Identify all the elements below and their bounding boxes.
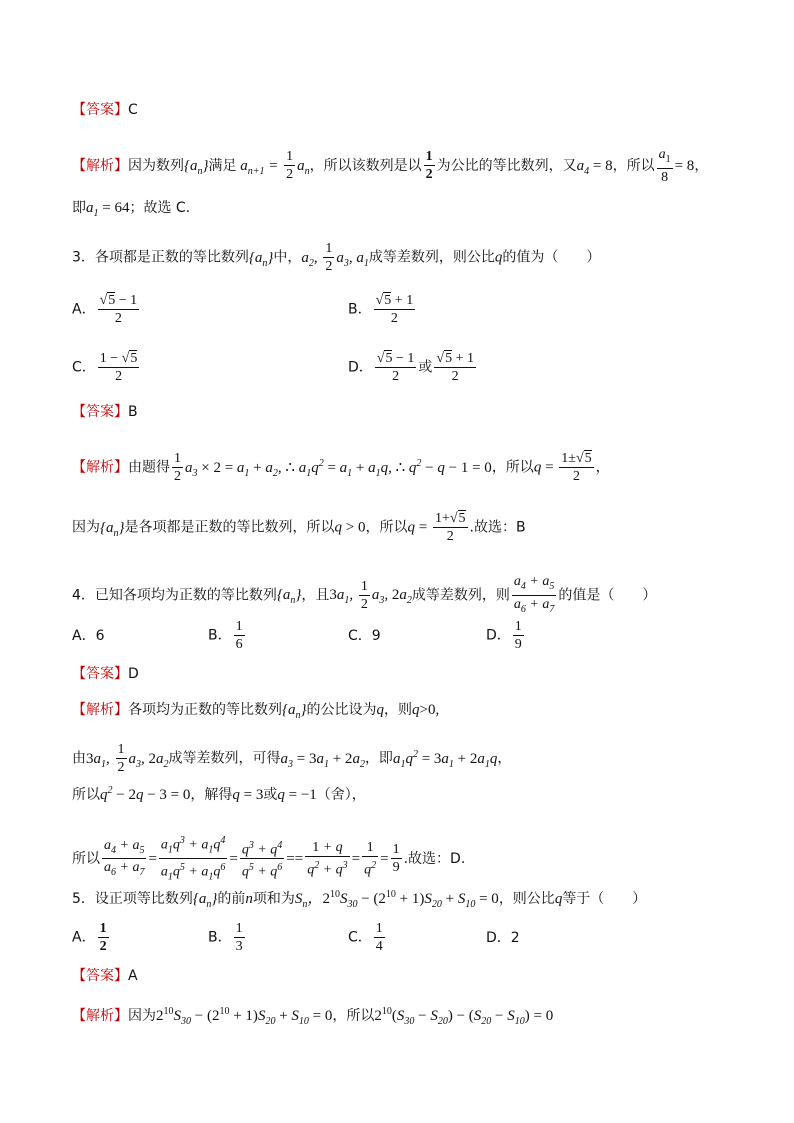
option-a[interactable] bbox=[72, 292, 141, 327]
option-c[interactable] bbox=[348, 920, 387, 955]
option-label: B． bbox=[208, 929, 232, 946]
question-text: 的值是（ ） bbox=[558, 587, 657, 604]
option-label: D． bbox=[486, 627, 511, 644]
analysis-text: ，所以 bbox=[491, 459, 534, 476]
formula: == bbox=[286, 850, 304, 867]
answer-label: 【答案】 bbox=[72, 968, 128, 984]
fraction: $\frac{1}{3}$ bbox=[235, 921, 243, 954]
fraction: $\frac{1+√5}{2}$ bbox=[434, 511, 466, 544]
option-value: 6 bbox=[95, 628, 105, 644]
analysis-text: .故选：B bbox=[469, 519, 526, 536]
fraction: $\frac{√5 + 1}{2}$ bbox=[436, 351, 474, 384]
analysis-text: ，所以 bbox=[612, 157, 655, 174]
formula: $a_2$, bbox=[301, 249, 322, 269]
question-4-stem bbox=[72, 573, 656, 618]
question-text: 成等差数列，则 bbox=[411, 587, 510, 604]
option-b[interactable] bbox=[208, 618, 247, 653]
formula: $2^{10}(S_{30} - S_{20}) - (S_{20} - S_{10}) = 0$ bbox=[374, 1006, 554, 1027]
formula: $S_n$，$2^{10}S_{30} - (2^{10} + 1)S_{20} + S_{10} = 0$ bbox=[294, 889, 499, 910]
option-label: B． bbox=[208, 627, 232, 644]
fraction: $\frac{√5 - 1}{2}$ bbox=[376, 351, 415, 384]
formula: $a_3$, $2a_2$ bbox=[371, 587, 412, 607]
question-text: 的值为（ ） bbox=[502, 249, 601, 266]
formula: $2^{10}S_{30} - (2^{10} + 1)S_{20} + S_{10} = 0$ bbox=[156, 1006, 333, 1027]
question-number: 4． bbox=[72, 587, 95, 604]
fraction: $\frac{1}{2}$ bbox=[325, 241, 333, 274]
analysis-line-3b bbox=[72, 510, 526, 545]
analysis-text: ，所以 bbox=[365, 519, 408, 536]
option-d[interactable] bbox=[348, 350, 478, 385]
analysis-line-4d bbox=[72, 832, 465, 886]
formula: q = 3 bbox=[232, 787, 264, 803]
analysis-text: 满足 bbox=[208, 157, 237, 174]
option-label: B． bbox=[348, 301, 372, 318]
analysis-label: 【解析】 bbox=[72, 1008, 128, 1024]
option-label: C． bbox=[348, 929, 372, 946]
formula: $q^2 - 2q - 3 = 0$ bbox=[100, 785, 191, 803]
fraction: $\frac{1}{2}$ bbox=[117, 742, 125, 775]
analysis-text: ，即 bbox=[364, 750, 393, 767]
formula: q>0, bbox=[412, 702, 440, 718]
question-text: 的前 bbox=[217, 891, 246, 907]
analysis-line-5 bbox=[72, 1002, 553, 1032]
formula: $\{a_n\}$ bbox=[248, 249, 274, 269]
fraction: $\frac{a_4 + a_5}{a_6 + a_7}$ bbox=[104, 837, 145, 879]
formula: = bbox=[229, 850, 238, 867]
formula: $a_1 = 64$ bbox=[86, 200, 130, 219]
option-c[interactable] bbox=[348, 626, 381, 646]
fraction: $\frac{1 - √5}{2}$ bbox=[99, 351, 138, 384]
formula: q = bbox=[533, 459, 554, 476]
analysis-text: 由 bbox=[72, 750, 86, 767]
option-d[interactable] bbox=[486, 618, 526, 653]
fraction: $\frac{a_4 + a_5}{a_6 + a_7}$ bbox=[513, 574, 555, 615]
fraction: $\frac{1}{4}$ bbox=[375, 921, 383, 954]
fraction: $\frac{1}{6}$ bbox=[235, 619, 243, 652]
analysis-text: ；故选 C. bbox=[129, 200, 191, 216]
fraction: $\frac{1\pm√5}{2}$ bbox=[561, 451, 592, 484]
analysis-text: ，解得 bbox=[190, 787, 233, 803]
formula: $\{a_n\}$ bbox=[282, 702, 307, 721]
analysis-text: 各项均为正数的等比数列 bbox=[128, 702, 282, 718]
analysis-text: 为公比的等比数列，又 bbox=[436, 157, 577, 174]
formula: $3a_1$, bbox=[86, 750, 114, 770]
fraction: $\frac{1}{9}$ bbox=[392, 842, 400, 876]
option-label: A． bbox=[72, 301, 96, 318]
option-b[interactable] bbox=[348, 292, 417, 327]
question-text: 等于（ ） bbox=[562, 891, 647, 907]
formula: $\{a_n\}$ bbox=[192, 891, 218, 910]
option-d[interactable] bbox=[486, 928, 520, 948]
question-text: 成等差数列，则公比 bbox=[368, 249, 495, 266]
analysis-text: 是各项都是正数的等比数列，所以 bbox=[124, 519, 335, 536]
formula: $\{a_n\}$ bbox=[184, 157, 209, 177]
analysis-line-3a bbox=[72, 450, 610, 485]
formula: $a_3 \times 2 = a_1 + a_2$, ∴ $a_1q^2 = a_1 + a_1q$, ∴ $q^2 - q - 1 = 0$ bbox=[185, 457, 492, 479]
formula: = bbox=[351, 850, 361, 867]
question-text: 项和为 bbox=[252, 891, 295, 907]
fraction: $\frac{1}{2}$ bbox=[286, 149, 294, 183]
answer-label: 【答案】 bbox=[72, 102, 128, 118]
answer-line-3 bbox=[72, 402, 138, 422]
fraction: $\frac{q^3 + q^4}{q^5 + q^6}$ bbox=[240, 837, 284, 881]
analysis-text: 由题得 bbox=[128, 459, 170, 476]
fraction: $\frac{a_1q^3 + a_1q^4}{a_1q^5 + a_1q^6}$ bbox=[159, 832, 227, 886]
question-5-stem bbox=[72, 885, 646, 915]
option-a[interactable] bbox=[72, 626, 105, 646]
formula: $a_n$ bbox=[297, 157, 310, 177]
formula: $a_3 = 3a_1 + 2a_2$ bbox=[280, 750, 365, 770]
answer-line-4 bbox=[72, 664, 139, 684]
answer-value: B bbox=[128, 404, 138, 420]
answer-line-1 bbox=[72, 100, 138, 120]
formula: = bbox=[380, 850, 389, 867]
formula: q bbox=[376, 702, 384, 718]
option-value: 9 bbox=[371, 628, 381, 644]
analysis-text: 因为 bbox=[128, 1008, 156, 1024]
analysis-text: 所以 bbox=[72, 787, 100, 803]
formula: $a_3$, $2a_2$ bbox=[128, 750, 169, 770]
answer-value: C bbox=[128, 102, 138, 118]
question-text: ，且 bbox=[301, 587, 330, 604]
analysis-text: 或 bbox=[263, 787, 278, 803]
fraction: $\frac{1}{2}$ bbox=[99, 921, 107, 954]
analysis-text: 所以 bbox=[72, 850, 100, 867]
fraction: $\frac{1}{9}$ bbox=[514, 619, 522, 652]
question-text: 中， bbox=[273, 249, 302, 266]
formula: $a_3$, $a_1$ bbox=[336, 249, 369, 269]
formula: $a_{n+1}$ = bbox=[236, 157, 283, 177]
formula: q bbox=[494, 249, 503, 266]
analysis-line-1 bbox=[72, 146, 708, 186]
analysis-text: ， bbox=[694, 157, 709, 174]
formula: $a_1q^2 = 3a_1 + 2a_1q$ bbox=[392, 748, 498, 770]
option-label: C． bbox=[72, 359, 96, 376]
analysis-line-4b bbox=[72, 741, 511, 776]
question-text: 各项都是正数的等比数列 bbox=[94, 249, 249, 266]
question-number: 3． bbox=[72, 249, 95, 266]
analysis-line-4c bbox=[72, 781, 366, 805]
formula: q = −1 bbox=[277, 787, 317, 803]
question-number: 5． bbox=[72, 891, 95, 907]
fraction: $\frac{1}{2}$ bbox=[174, 451, 181, 484]
option-label: D． bbox=[486, 930, 511, 946]
option-label: C． bbox=[348, 628, 372, 644]
formula: $3a_1$, bbox=[329, 587, 357, 607]
question-3-stem bbox=[72, 240, 600, 275]
analysis-label: 【解析】 bbox=[72, 702, 128, 718]
option-label: A． bbox=[72, 628, 96, 644]
analysis-text: ， bbox=[595, 459, 610, 476]
analysis-text: 的公比设为 bbox=[306, 702, 377, 718]
option-label: D． bbox=[348, 359, 373, 376]
answer-value: A bbox=[128, 968, 138, 984]
option-value: 2 bbox=[510, 930, 520, 946]
option-label: A． bbox=[72, 929, 96, 946]
analysis-text: ，则 bbox=[384, 702, 412, 718]
formula: q > 0 bbox=[334, 519, 366, 536]
answer-line-5 bbox=[72, 966, 138, 986]
answer-label: 【答案】 bbox=[72, 666, 128, 682]
analysis-text: 因为数列 bbox=[128, 157, 184, 174]
fraction: $\frac{1}{2}$ bbox=[360, 578, 368, 612]
question-text: 已知各项均为正数的等比数列 bbox=[94, 587, 277, 604]
formula: = 8 bbox=[674, 157, 695, 174]
formula: $a_4 = 8$ bbox=[576, 157, 613, 177]
analysis-text: ，所以 bbox=[332, 1008, 375, 1024]
analysis-text: .故选：D. bbox=[403, 850, 466, 867]
formula: $\{a_n\}$ bbox=[100, 519, 125, 539]
formula: q = bbox=[407, 519, 428, 536]
formula: n bbox=[245, 891, 253, 907]
analysis-text: 成等差数列，可得 bbox=[168, 750, 281, 767]
fraction: $\frac{1}{2}$ bbox=[425, 149, 433, 183]
answer-label: 【答案】 bbox=[72, 404, 128, 420]
analysis-line-4a bbox=[72, 700, 439, 726]
option-c[interactable] bbox=[72, 350, 141, 385]
fraction: $\frac{√5 - 1}{2}$ bbox=[99, 293, 138, 326]
analysis-label: 【解析】 bbox=[72, 459, 128, 476]
option-b[interactable] bbox=[208, 920, 247, 955]
fraction: $\frac{1 + q}{q^2 + q^3}$ bbox=[307, 840, 348, 878]
or-text: 或 bbox=[418, 359, 433, 376]
fraction: $\frac{√5 + 1}{2}$ bbox=[375, 293, 414, 326]
analysis-label: 【解析】 bbox=[72, 157, 128, 174]
analysis-line-2 bbox=[72, 198, 190, 224]
analysis-text: ，所以该数列是以 bbox=[309, 157, 422, 174]
answer-value: D bbox=[128, 666, 139, 682]
question-text: 设正项等比数列 bbox=[94, 891, 193, 907]
analysis-text: 即 bbox=[72, 200, 86, 216]
formula: = bbox=[148, 850, 157, 867]
fraction: $\frac{1}{q^2}$ bbox=[364, 840, 377, 878]
formula: $\{a_n\}$ bbox=[276, 587, 302, 607]
analysis-text: 因为 bbox=[72, 519, 100, 536]
option-a[interactable] bbox=[72, 920, 111, 955]
analysis-text: ， bbox=[497, 750, 512, 767]
fraction: $\frac{a_1}{8}$ bbox=[658, 147, 671, 185]
analysis-text: （舍）， bbox=[316, 787, 366, 803]
formula: q bbox=[554, 891, 563, 907]
question-text: ，则公比 bbox=[498, 891, 555, 907]
